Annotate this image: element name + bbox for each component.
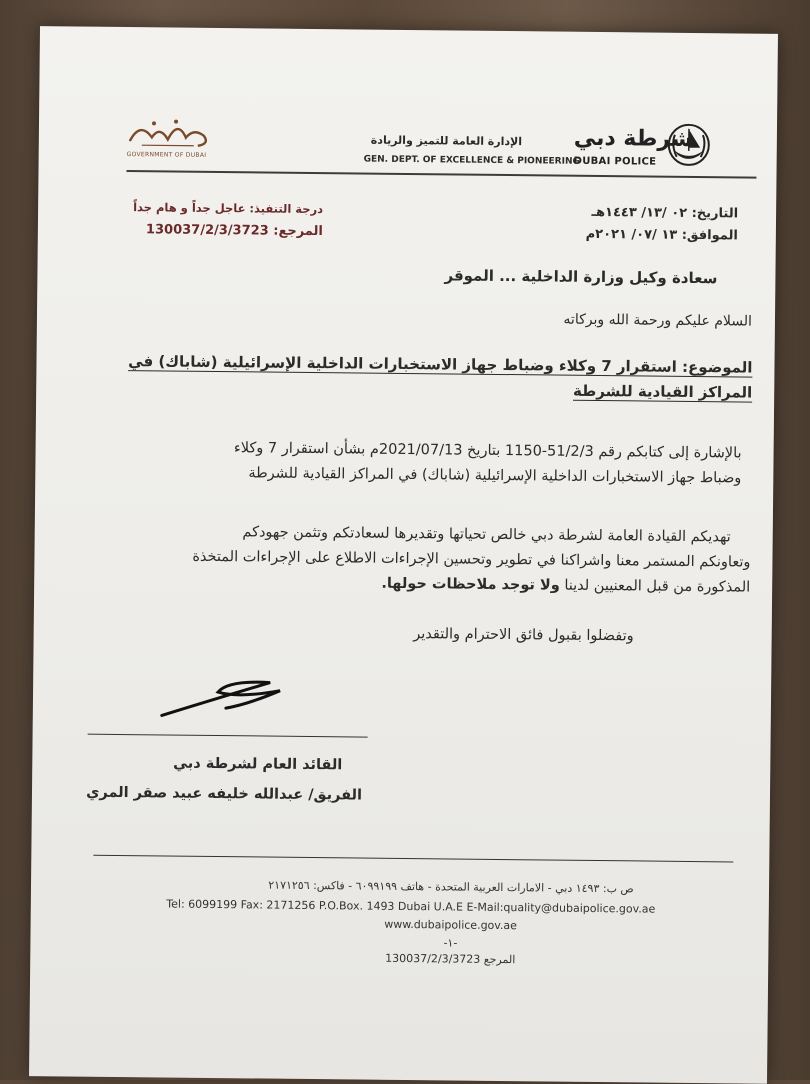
footer-website: www.dubaipolice.gov.ae (384, 917, 518, 933)
signature-line (88, 734, 368, 738)
page-number: -١- (443, 936, 458, 950)
date-gregorian: الموافق: ١٣ /٠٧/ ٢٠٢١م (585, 226, 738, 244)
reference-number: المرجع: 130037/2/3/3723 (145, 222, 323, 240)
government-of-dubai-label: GOVERNMENT OF DUBAI (126, 151, 207, 159)
urgency-level: درجة التنفيذ: عاجل جداً و هام جداً (133, 200, 324, 217)
subject-line-2: المراكز القيادية للشرطة (572, 381, 753, 402)
subject-line-1: الموضوع: استقرار 7 وكلاء وضباط جهاز الاستخبارات الداخلية الإسرائيلية (شاباك) في (128, 352, 753, 377)
header-divider (126, 170, 756, 179)
paragraph-1-line-1: بالإشارة إلى كتابكم رقم 51/2/3-1150 بتاريخ 2021/07/13م بشأن استقرار 7 وكلاء (233, 440, 742, 462)
paragraph-2-line-2: وتعاونكم المستمر معنا واشراكنا في تطوير وتحسين الإجراءات الاطلاع على الإجراءات المتخذة (192, 548, 751, 571)
no-remarks-statement: ولا توجد ملاحظات حولها. (381, 575, 560, 594)
closing-line: وتفضلوا بقبول فائق الاحترام والتقدير (413, 626, 634, 645)
paragraph-2-line-1: تهديكم القيادة العامة لشرطة دبي خالص تحياتها وتقديرها لسعادتكم وتثمن جهودكم (242, 524, 731, 546)
footer-reference: المرجع 130037/2/3/3723 (385, 951, 516, 967)
recipient-line: سعادة وكيل وزارة الداخلية ... الموقر (444, 266, 718, 288)
letter-page (29, 26, 778, 1084)
handwritten-signature (158, 667, 289, 728)
signatory-title: القائد العام لشرطة دبي (173, 755, 343, 774)
government-of-dubai-logo (124, 115, 216, 152)
greeting-line: السلام عليكم ورحمة الله وبركاته (563, 311, 753, 330)
police-name-en: DUBAI POLICE (573, 155, 657, 168)
footer-contact-en: Tel: 6099199 Fax: 2171256 P.O.Box. 1493 Dubai U.A.E E-Mail:quality@dubaipolice.gov.ae (166, 897, 656, 916)
signatory-name: الفريق/ عبدالله خليفه عبيد صقر المري (86, 784, 363, 804)
footer-address-ar: ص ب: ١٤٩٣ دبي - الامارات العربية المتحدة - هاتف ٦٠٩٩١٩٩ - فاكس: ٢١٧١٢٥٦ (268, 878, 634, 896)
dept-name-ar: الإدارة العامة للتميز والريادة (370, 133, 523, 149)
paragraph-2-text: المذكورة من قبل المعنيين لدينا (564, 577, 751, 596)
dept-name-en: GEN. DEPT. OF EXCELLENCE & PIONEERING (363, 154, 580, 167)
date-hijri: التاريخ: ٠٢ /١٣/ ١٤٤٣هـ (591, 204, 739, 222)
police-name-ar: شرطة دبي (573, 125, 693, 152)
footer-divider (93, 855, 733, 863)
paragraph-1-line-2: وضباط جهاز الاستخبارات الداخلية الإسرائيلية (شاباك) في المراكز القيادية للشرطة (248, 465, 742, 487)
